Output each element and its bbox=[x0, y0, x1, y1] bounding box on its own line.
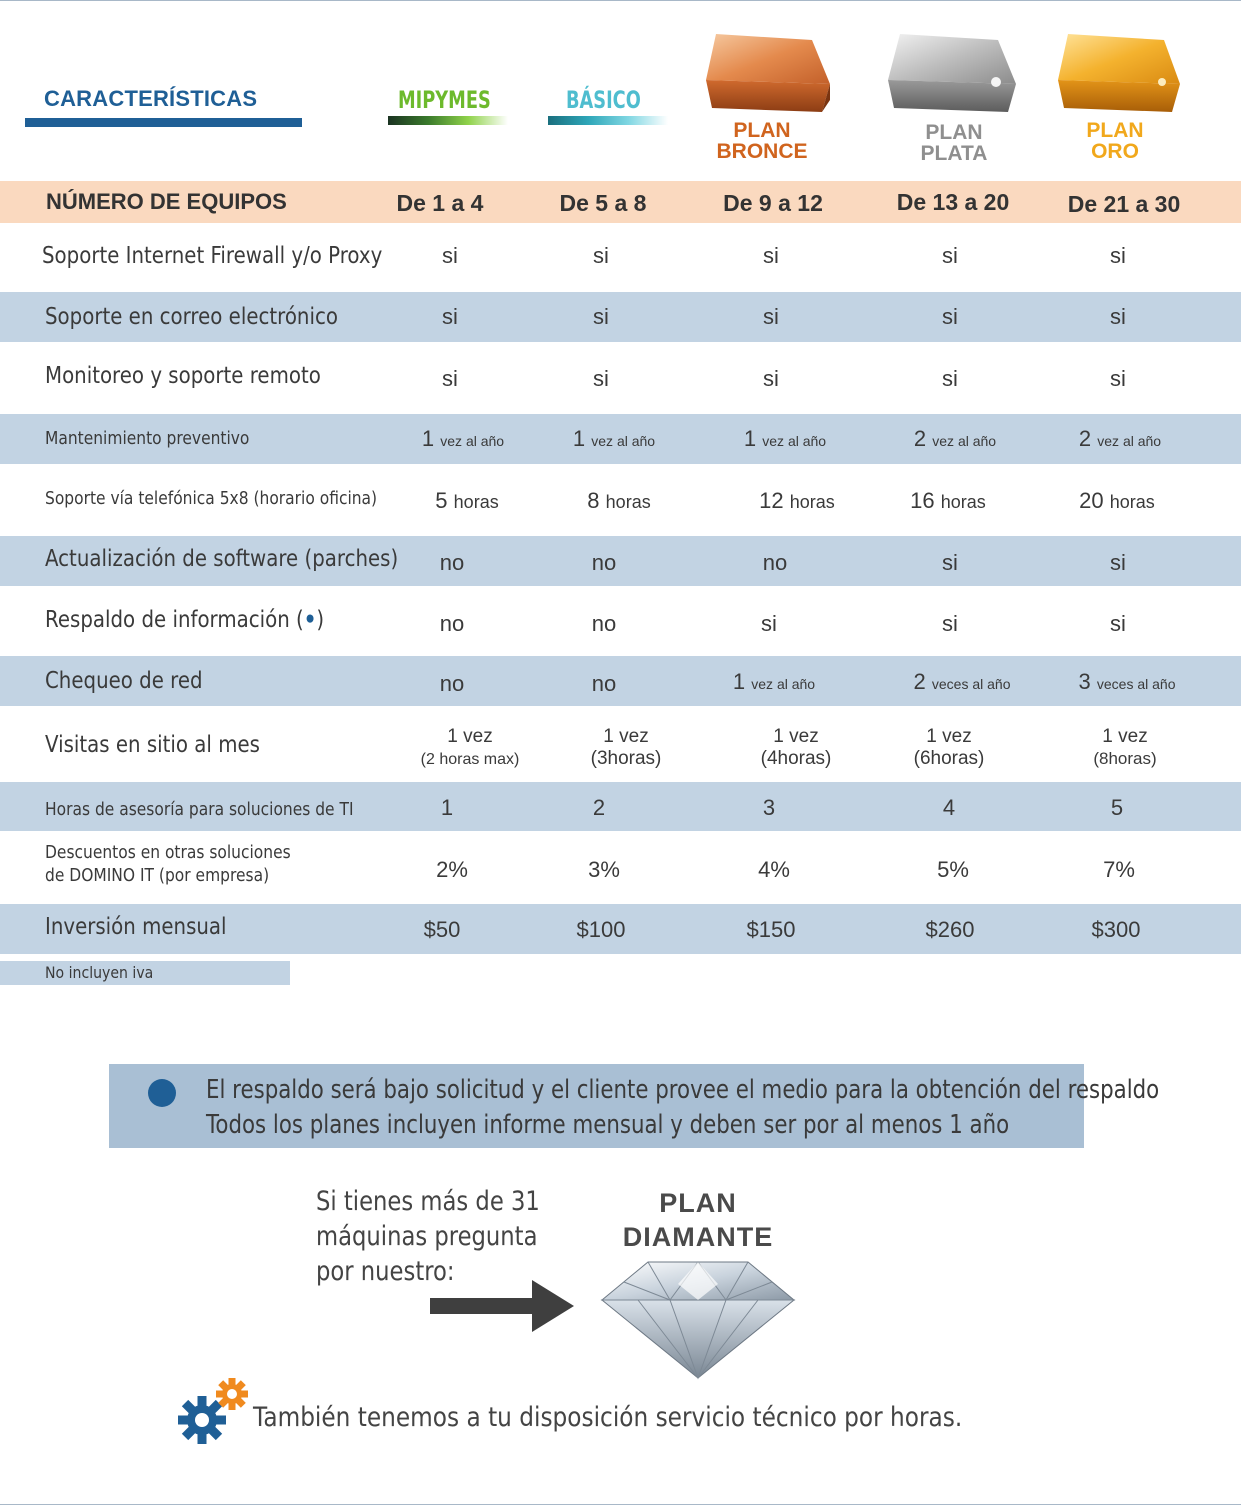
cell: 5 bbox=[1110, 795, 1124, 820]
cell-line1: 1 vez bbox=[926, 726, 972, 747]
cell: 5% bbox=[937, 857, 969, 882]
cell bbox=[1045, 426, 1195, 452]
cell bbox=[395, 726, 545, 771]
bullet-dot-icon bbox=[148, 1079, 176, 1107]
cell-line1: 1 vez bbox=[603, 726, 649, 747]
cell: no bbox=[439, 671, 465, 696]
cell-number: 8 bbox=[587, 488, 600, 513]
cell: si bbox=[763, 366, 779, 391]
cell-line1: 1 vez bbox=[1102, 726, 1148, 747]
cell-unit: vez al año bbox=[440, 433, 505, 449]
cell: De 13 a 20 bbox=[896, 189, 1010, 215]
diamond-prompt-line1: Si tienes más de 31 bbox=[316, 1186, 540, 1217]
cell-unit: veces al año bbox=[931, 676, 1011, 692]
row-label: Soporte en correo electrónico bbox=[45, 304, 338, 330]
row-label: Mantenimiento preventivo bbox=[45, 428, 250, 449]
cell: 1 bbox=[440, 795, 454, 820]
row-label: Monitoreo y soporte remoto bbox=[45, 363, 321, 389]
cell bbox=[539, 426, 689, 452]
cell bbox=[544, 488, 694, 514]
cell-unit: veces al año bbox=[1096, 676, 1176, 692]
cell: si bbox=[942, 550, 958, 575]
silver-ingot-icon bbox=[888, 34, 1016, 112]
cell: no bbox=[591, 550, 617, 575]
cell bbox=[1050, 726, 1200, 770]
iva-note-text: No incluyen iva bbox=[45, 963, 154, 982]
cell bbox=[874, 726, 1024, 770]
cell: no bbox=[591, 611, 617, 636]
arrow-right-icon bbox=[428, 1278, 578, 1334]
cell bbox=[699, 669, 849, 695]
hourly-service-note: También tenemos a tu disposición servicio técnico por horas. bbox=[253, 1402, 963, 1433]
cell: $300 bbox=[1091, 917, 1141, 942]
cell-unit: horas bbox=[605, 492, 651, 512]
cell: si bbox=[442, 366, 458, 391]
row-inversion bbox=[0, 904, 1241, 954]
cell: 7% bbox=[1103, 857, 1135, 882]
plan-diamante-heading bbox=[598, 1186, 798, 1254]
plan-bronce-line1: PLAN bbox=[733, 119, 791, 142]
cell: no bbox=[439, 550, 465, 575]
cell-number: 1 bbox=[572, 426, 586, 451]
cell-number: 2 bbox=[913, 669, 926, 694]
info-line-1: El respaldo será bajo solicitud y el cliente provee el medio para la obtención del respaldo bbox=[206, 1075, 1160, 1105]
cell: no bbox=[591, 671, 617, 696]
cell-line2: (3horas) bbox=[590, 748, 662, 769]
cell: 3% bbox=[588, 857, 620, 882]
row-monitoreo bbox=[0, 342, 1241, 414]
cell: De 21 a 30 bbox=[1067, 191, 1181, 217]
cell: si bbox=[761, 611, 777, 636]
cell-line1: 1 vez bbox=[773, 726, 819, 747]
plan-mipymes-heading: MIPYMES bbox=[398, 86, 491, 114]
cell-number: 1 bbox=[421, 426, 435, 451]
cell: si bbox=[942, 611, 958, 636]
cell-line2: (6horas) bbox=[913, 748, 985, 769]
plan-diamante-line1: PLAN bbox=[659, 1188, 737, 1218]
cell bbox=[392, 488, 542, 514]
cell bbox=[873, 488, 1023, 514]
gears-icon bbox=[176, 1376, 252, 1448]
diamond-prompt-line3: por nuestro: bbox=[316, 1256, 455, 1287]
cell-number: 12 bbox=[759, 488, 784, 513]
cell bbox=[887, 669, 1037, 695]
row-label bbox=[45, 841, 291, 887]
row-chequeo-red bbox=[0, 656, 1241, 706]
bullet-icon: • bbox=[303, 607, 317, 633]
row-label bbox=[45, 607, 324, 633]
cell: no bbox=[439, 611, 465, 636]
bronze-ingot-icon bbox=[706, 34, 830, 112]
row-asesoria bbox=[0, 782, 1241, 831]
cell bbox=[1052, 669, 1202, 695]
cell: si bbox=[942, 243, 958, 268]
plan-oro-heading bbox=[1053, 120, 1177, 162]
cell: si bbox=[593, 366, 609, 391]
row-correo bbox=[0, 292, 1241, 342]
ingot-images bbox=[0, 0, 1241, 125]
cell: si bbox=[763, 304, 779, 329]
plan-oro-line2: ORO bbox=[1091, 140, 1139, 163]
cell-number: 16 bbox=[910, 488, 935, 513]
cell: si bbox=[1110, 243, 1126, 268]
cell-unit: horas bbox=[789, 492, 835, 512]
diamond-prompt-line2: máquinas pregunta bbox=[316, 1221, 538, 1252]
cell bbox=[722, 488, 872, 514]
cell: si bbox=[442, 304, 458, 329]
cell: $50 bbox=[423, 917, 461, 942]
cell bbox=[880, 426, 1030, 452]
cell bbox=[721, 726, 871, 770]
cell: si bbox=[942, 304, 958, 329]
row-label-line1: Descuentos en otras soluciones bbox=[45, 842, 291, 863]
cell-unit: horas bbox=[453, 492, 499, 512]
cell: De 9 a 12 bbox=[723, 190, 823, 216]
row-label: Horas de asesoría para soluciones de TI bbox=[45, 799, 354, 820]
row-label: NÚMERO DE EQUIPOS bbox=[46, 189, 287, 214]
row-firewall bbox=[0, 223, 1241, 292]
cell: si bbox=[1110, 611, 1126, 636]
cell-number: 1 bbox=[743, 426, 757, 451]
characteristics-heading: CARACTERÍSTICAS bbox=[44, 86, 258, 111]
cell: si bbox=[1110, 366, 1126, 391]
row-visitas bbox=[0, 706, 1241, 782]
row-mantenimiento bbox=[0, 414, 1241, 464]
cell: si bbox=[1110, 304, 1126, 329]
cell-number: 3 bbox=[1078, 669, 1091, 694]
cell: $260 bbox=[925, 917, 975, 942]
orange-gear-icon bbox=[216, 1378, 248, 1410]
cell bbox=[388, 426, 538, 452]
cell: $100 bbox=[576, 917, 626, 942]
cell-number: 2 bbox=[1078, 426, 1092, 451]
cell: 4% bbox=[758, 857, 790, 882]
cell-unit: horas bbox=[1109, 492, 1155, 512]
plan-plata-line2: PLATA bbox=[920, 142, 988, 165]
cell: 2% bbox=[436, 857, 468, 882]
cell-unit: vez al año bbox=[591, 433, 656, 449]
cell: si bbox=[593, 304, 609, 329]
row-label: Inversión mensual bbox=[45, 914, 227, 940]
cell-line2: (2 horas max) bbox=[420, 751, 520, 768]
cell: si bbox=[763, 243, 779, 268]
cell: si bbox=[593, 243, 609, 268]
cell bbox=[1042, 488, 1192, 514]
diamond-prompt bbox=[316, 1184, 540, 1289]
plan-oro-line1: PLAN bbox=[1086, 119, 1144, 142]
cell: De 1 a 4 bbox=[396, 190, 484, 216]
row-label: Chequeo de red bbox=[45, 668, 203, 694]
cell: si bbox=[1110, 550, 1126, 575]
row-label-prefix: Respaldo de información ( bbox=[45, 607, 304, 633]
row-label: Soporte Internet Firewall y/o Proxy bbox=[42, 243, 383, 269]
cell bbox=[551, 726, 701, 770]
diamond-icon bbox=[598, 1254, 798, 1382]
cell-number: 20 bbox=[1079, 488, 1104, 513]
cell-number: 1 bbox=[732, 669, 746, 694]
cell: no bbox=[762, 550, 788, 575]
row-numero-equipos bbox=[0, 181, 1241, 223]
cell-line1: 1 vez bbox=[447, 726, 493, 747]
plan-basico-heading: BÁSICO bbox=[566, 86, 641, 114]
cell: si bbox=[942, 366, 958, 391]
cell-unit: vez al año bbox=[932, 433, 997, 449]
cell-unit: vez al año bbox=[762, 433, 827, 449]
cell-line2: (4horas) bbox=[760, 748, 832, 769]
plan-plata-line1: PLAN bbox=[925, 121, 983, 144]
cell: si bbox=[442, 243, 458, 268]
cell bbox=[710, 426, 860, 452]
row-soporte-telefonico bbox=[0, 464, 1241, 536]
row-label: Actualización de software (parches) bbox=[45, 546, 399, 572]
cell-number: 2 bbox=[913, 426, 927, 451]
cell: 4 bbox=[942, 795, 956, 820]
cell-line2: (8horas) bbox=[1093, 749, 1157, 768]
info-line-2: Todos los planes incluyen informe mensual y deben ser por al menos 1 año bbox=[206, 1110, 1010, 1140]
row-actualizacion bbox=[0, 536, 1241, 586]
cell-unit: horas bbox=[940, 492, 986, 512]
gold-ingot-icon bbox=[1058, 34, 1180, 112]
row-label-line2: de DOMINO IT (por empresa) bbox=[45, 865, 270, 886]
row-label: Soporte vía telefónica 5x8 (horario oficina) bbox=[45, 488, 378, 509]
cell-number: 5 bbox=[435, 488, 448, 513]
row-respaldo bbox=[0, 586, 1241, 656]
cell: 2 bbox=[592, 795, 606, 820]
row-descuentos bbox=[0, 831, 1241, 904]
cell: De 5 a 8 bbox=[559, 190, 647, 216]
cell-unit: vez al año bbox=[751, 676, 816, 692]
plan-bronce-heading bbox=[700, 120, 824, 162]
plan-bronce-line2: BRONCE bbox=[716, 140, 808, 163]
row-label: Visitas en sitio al mes bbox=[45, 732, 260, 758]
bottom-rule bbox=[0, 1504, 1241, 1505]
row-label-suffix: ) bbox=[316, 607, 325, 633]
plan-plata-heading bbox=[892, 122, 1016, 164]
iva-note bbox=[0, 961, 290, 985]
cell-unit: vez al año bbox=[1097, 433, 1162, 449]
cell: 3 bbox=[762, 795, 776, 820]
plan-diamante-line2: DIAMANTE bbox=[622, 1222, 774, 1252]
cell: $150 bbox=[746, 917, 796, 942]
